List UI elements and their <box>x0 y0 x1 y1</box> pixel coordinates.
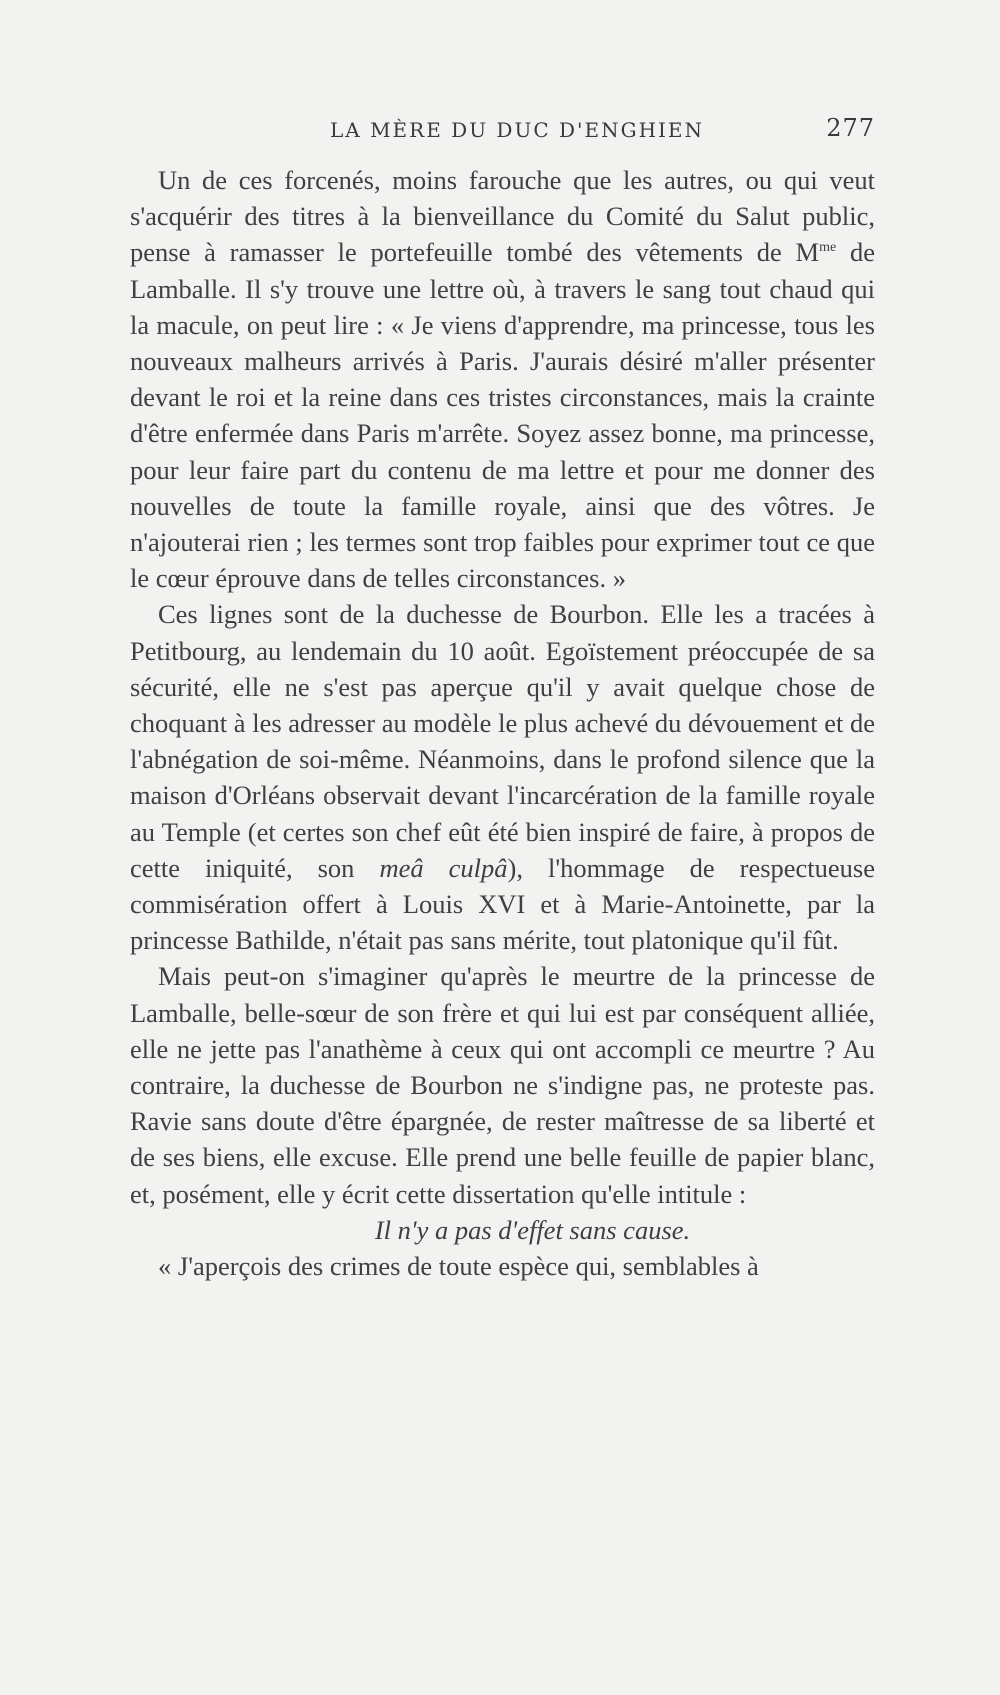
italic-phrase: meâ culpâ <box>379 852 508 883</box>
page-number: 277 <box>826 114 875 142</box>
paragraph-2 <box>130 596 875 958</box>
paragraph-1-text-cont: de Lamballe. Il s'y trouve une lettre où, à travers le sang tout chaud qui la macule, on peut lire : « Je viens d'apprendre, ma princesse, tous les nouveaux malheurs arrivés à Paris. J'aurais désiré m'aller présenter devant le roi et la reine dans ces tristes circonstances, mais la crainte d'être enfermée dans Paris m'arrête. Soyez assez bonne, ma princesse, pour leur faire part du contenu de ma lettre et pour me donner des nouvelles de toute la famille royale, ainsi que des vôtres. Je n'ajouterai rien ; les termes sont trop faibles pour exprimer tout ce que le cœur éprouve dans de telles circonstances. » <box>130 237 875 594</box>
paragraph-1 <box>130 162 875 596</box>
paragraph-1-text: Un de ces forcenés, moins farouche que les autres, ou qui veut s'acquérir des titres à la bienveillance du Comité du Salut public, pense à ramasser le portefeuille tombé des vêtements de M <box>130 165 875 268</box>
paragraph-2-text: Ces lignes sont de la duchesse de Bourbon. Elle les a tracées à Petitbourg, au lendemain du 10 août. Egoïstement préoccupée de sa sécurité, elle ne s'est pas aperçue qu'il y avait quelque chose de choquant à les adresser au modèle le plus achevé du dévouement et de l'abnégation de soi-même. Néanmoins, dans le profond silence que la maison d'Orléans observait devant l'incarcération de la famille royale au Temple (et certes son chef eût été bien inspiré de faire, à propos de cette iniquité, son <box>130 599 875 883</box>
paragraph-4: « J'aperçois des crimes de toute espèce qui, semblables à <box>158 1251 759 1282</box>
body-text <box>130 162 875 1284</box>
paragraph-2-text-cont: ), l'hommage de respectueuse commisération offert à Louis XVI et à Marie-Antoinette, par la princesse Bathilde, n'était pas sans mérite, tout platonique qu'il fût. <box>130 852 875 956</box>
running-header <box>130 110 875 150</box>
paragraph-3: Mais peut-on s'imaginer qu'après le meurtre de la princesse de Lamballe, belle-sœur de son frère et qui lui est par conséquent alliée, elle ne jette pas l'anathème à ceux qui ont accompli ce meurtre ? Au contraire, la duchesse de Bourbon ne s'indigne pas, ne proteste pas. Ravie sans doute d'être épargnée, de rester maîtresse de sa liberté et de ses biens, elle excuse. Elle prend une belle feuille de papier blanc, et, posément, elle y écrit cette dissertation qu'elle intitule : <box>130 961 875 1209</box>
superscript-abbrev: me <box>819 240 837 256</box>
centered-title: Il n'y a pas d'effet sans cause. <box>374 1214 691 1245</box>
running-title: LA MÈRE DU DUC D'ENGHIEN <box>330 118 705 142</box>
